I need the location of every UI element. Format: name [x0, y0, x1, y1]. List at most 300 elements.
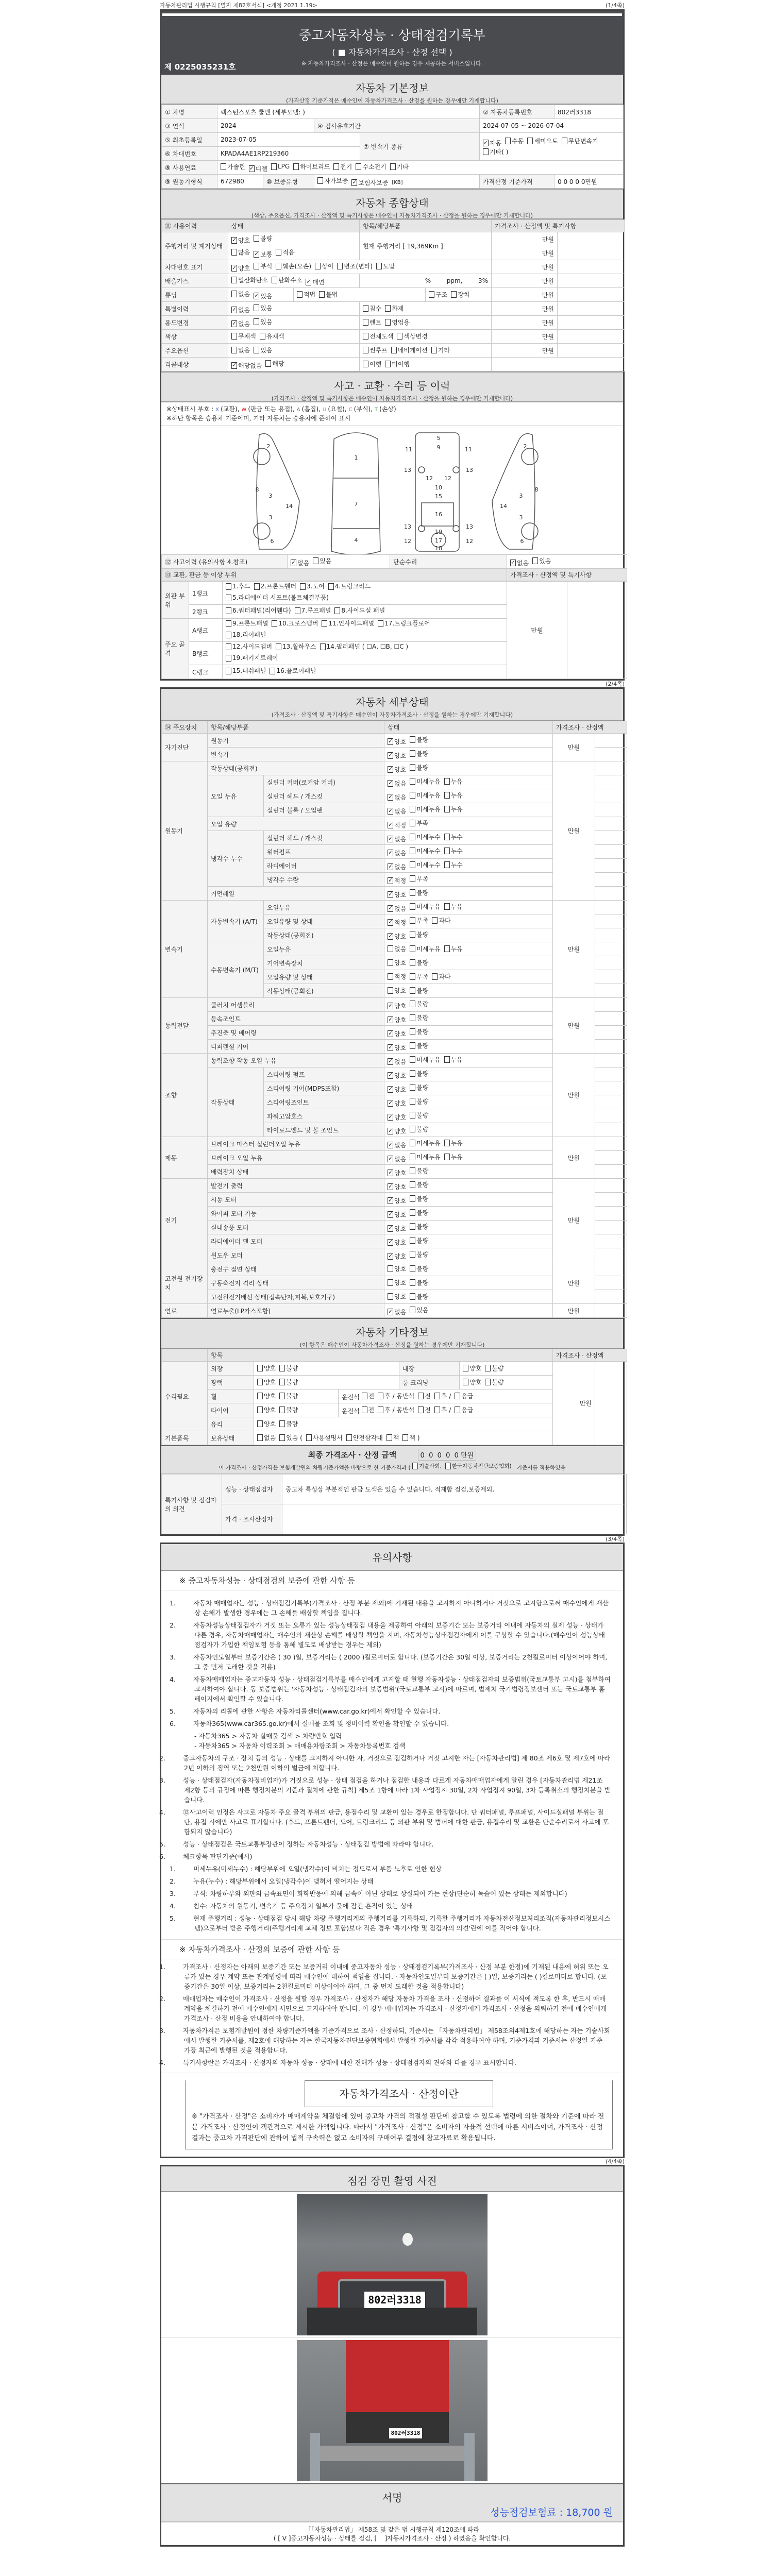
unchecked-box-icon[interactable]: [279, 1420, 285, 1427]
checked-box-icon[interactable]: ✓: [483, 139, 489, 146]
checked-box-icon[interactable]: ✓: [388, 1113, 393, 1120]
checked-box-icon[interactable]: ✓: [254, 292, 259, 299]
checkbox-option[interactable]: [231, 319, 250, 328]
checked-box-icon[interactable]: ✓: [388, 1099, 393, 1106]
checkbox-option[interactable]: [297, 290, 315, 299]
unchecked-box-icon[interactable]: [231, 333, 237, 340]
checked-box-icon[interactable]: ✓: [232, 236, 237, 243]
unchecked-box-icon[interactable]: [429, 291, 434, 298]
unchecked-box-icon[interactable]: [410, 778, 415, 785]
unchecked-box-icon[interactable]: [300, 583, 306, 590]
checkbox-option[interactable]: [249, 164, 267, 173]
unchecked-box-icon[interactable]: [410, 1042, 415, 1049]
unchecked-box-icon[interactable]: [279, 1434, 285, 1441]
unchecked-box-icon[interactable]: [410, 1209, 415, 1216]
unchecked-box-icon[interactable]: [410, 1084, 415, 1091]
checkbox-option[interactable]: [388, 876, 406, 885]
inspection-photo-front[interactable]: [297, 2194, 488, 2335]
checked-box-icon[interactable]: ✓: [291, 558, 296, 566]
unchecked-box-icon[interactable]: [306, 1434, 312, 1441]
checkbox-option[interactable]: [388, 737, 406, 746]
checkbox-option[interactable]: [388, 807, 406, 816]
checkbox-option[interactable]: [363, 346, 388, 354]
checkbox-option[interactable]: [257, 1378, 276, 1386]
unchecked-box-icon[interactable]: [378, 1406, 383, 1413]
checked-box-icon[interactable]: ✓: [388, 835, 393, 842]
unchecked-box-icon[interactable]: [385, 305, 391, 312]
checkbox-option[interactable]: [388, 1057, 406, 1066]
checkbox-option[interactable]: [388, 751, 406, 760]
unchecked-box-icon[interactable]: [257, 1365, 263, 1371]
unchecked-box-icon[interactable]: [410, 959, 415, 966]
checkbox-option[interactable]: [444, 805, 463, 814]
checked-box-icon[interactable]: ✓: [232, 306, 237, 313]
unchecked-box-icon[interactable]: [444, 903, 450, 910]
unchecked-box-icon[interactable]: [226, 668, 231, 674]
checkbox-option[interactable]: [333, 162, 352, 171]
checkbox-option[interactable]: [388, 1099, 406, 1108]
unchecked-box-icon[interactable]: [388, 1265, 393, 1272]
unchecked-box-icon[interactable]: [463, 1379, 468, 1385]
checkbox-option[interactable]: [388, 1196, 406, 1205]
checked-box-icon[interactable]: ✓: [232, 264, 237, 271]
unchecked-box-icon[interactable]: [410, 792, 415, 799]
unchecked-box-icon[interactable]: [231, 249, 237, 256]
unchecked-box-icon[interactable]: [388, 959, 393, 966]
unchecked-box-icon[interactable]: [410, 806, 415, 812]
part-checkbox[interactable]: [226, 582, 250, 591]
checkbox-option[interactable]: [444, 791, 463, 800]
checked-box-icon[interactable]: ✓: [232, 361, 237, 368]
checkbox-option[interactable]: [388, 1043, 406, 1052]
unchecked-box-icon[interactable]: [410, 1098, 415, 1105]
unchecked-box-icon[interactable]: [410, 1251, 415, 1258]
checkbox-option[interactable]: [410, 1194, 428, 1203]
checkbox-option[interactable]: [418, 1405, 431, 1414]
checkbox-option[interactable]: [434, 1405, 451, 1414]
checked-box-icon[interactable]: ✓: [388, 876, 393, 884]
checkbox-option[interactable]: [388, 904, 406, 913]
unchecked-box-icon[interactable]: [226, 655, 231, 662]
part-checkbox[interactable]: [226, 642, 272, 652]
checkbox-option[interactable]: [378, 1392, 414, 1400]
unchecked-box-icon[interactable]: [226, 643, 231, 650]
unchecked-box-icon[interactable]: [410, 931, 415, 938]
checkbox-option[interactable]: [306, 278, 324, 286]
part-checkbox[interactable]: [272, 619, 318, 629]
checkbox-option[interactable]: [410, 860, 440, 869]
unchecked-box-icon[interactable]: [410, 987, 415, 994]
checkbox-option[interactable]: [257, 1405, 276, 1414]
unchecked-box-icon[interactable]: [231, 277, 237, 283]
checkbox-option[interactable]: [388, 779, 406, 788]
unchecked-box-icon[interactable]: [410, 1307, 415, 1313]
checkbox-option[interactable]: [279, 1433, 303, 1442]
checked-box-icon[interactable]: ✓: [254, 250, 259, 257]
checkbox-option[interactable]: [363, 332, 393, 341]
checkbox-option[interactable]: [388, 1210, 406, 1219]
checkbox-option[interactable]: [385, 360, 410, 368]
checkbox-option[interactable]: [385, 318, 410, 327]
unchecked-box-icon[interactable]: [313, 557, 318, 564]
checkbox-option[interactable]: [388, 862, 406, 871]
unchecked-box-icon[interactable]: [410, 764, 415, 771]
unchecked-box-icon[interactable]: [257, 1434, 263, 1441]
unchecked-box-icon[interactable]: [257, 1406, 263, 1413]
unchecked-box-icon[interactable]: [410, 1293, 415, 1300]
checkbox-option[interactable]: [388, 1278, 406, 1287]
unchecked-box-icon[interactable]: [410, 1181, 415, 1188]
checkbox-option[interactable]: [231, 236, 250, 245]
checkbox-option[interactable]: [363, 318, 381, 327]
checkbox-option[interactable]: [444, 944, 463, 953]
unchecked-box-icon[interactable]: [410, 1167, 415, 1174]
checkbox-option[interactable]: [410, 1041, 428, 1050]
checkbox-option[interactable]: [362, 1405, 375, 1414]
unchecked-box-icon[interactable]: [257, 1420, 263, 1427]
unchecked-box-icon[interactable]: [444, 861, 450, 868]
part-checkbox[interactable]: [378, 619, 430, 629]
unchecked-box-icon[interactable]: [388, 973, 393, 980]
unchecked-box-icon[interactable]: [402, 1434, 408, 1441]
checked-box-icon[interactable]: ✓: [388, 737, 393, 744]
part-checkbox[interactable]: [226, 653, 278, 663]
unchecked-box-icon[interactable]: [317, 177, 323, 184]
unchecked-box-icon[interactable]: [254, 235, 259, 242]
checkbox-option[interactable]: [444, 1139, 463, 1147]
unchecked-box-icon[interactable]: [463, 1365, 468, 1371]
checked-box-icon[interactable]: ✓: [388, 765, 393, 772]
checkbox-option[interactable]: [485, 1378, 503, 1386]
checkbox-option[interactable]: [388, 765, 406, 774]
checkbox-option[interactable]: [388, 1141, 406, 1149]
checkbox-option[interactable]: [260, 332, 284, 341]
checkbox-option[interactable]: [391, 346, 428, 354]
checkbox-option[interactable]: [410, 846, 440, 855]
unchecked-box-icon[interactable]: [391, 347, 397, 353]
unchecked-box-icon[interactable]: [254, 304, 259, 311]
checkbox-option[interactable]: [279, 1392, 298, 1400]
unchecked-box-icon[interactable]: [410, 736, 415, 743]
unchecked-box-icon[interactable]: [444, 1154, 450, 1160]
checked-box-icon[interactable]: ✓: [388, 849, 393, 856]
checkbox-option[interactable]: [276, 262, 311, 270]
unchecked-box-icon[interactable]: [346, 1434, 352, 1441]
unchecked-box-icon[interactable]: [279, 1365, 285, 1371]
unchecked-box-icon[interactable]: [363, 347, 368, 353]
unchecked-box-icon[interactable]: [272, 620, 277, 627]
unchecked-box-icon[interactable]: [410, 1265, 415, 1272]
checkbox-option[interactable]: [418, 1392, 431, 1400]
checkbox-option[interactable]: [254, 250, 272, 259]
unchecked-box-icon[interactable]: [432, 917, 438, 924]
checkbox-option[interactable]: [319, 290, 338, 299]
unchecked-box-icon[interactable]: [254, 318, 259, 325]
checkbox-option[interactable]: [483, 139, 501, 147]
checked-box-icon[interactable]: ✓: [232, 319, 237, 327]
checkbox-option[interactable]: [257, 1433, 276, 1442]
unchecked-box-icon[interactable]: [410, 1140, 415, 1146]
unchecked-box-icon[interactable]: [363, 305, 368, 312]
checkbox-option[interactable]: [388, 1155, 406, 1163]
checkbox-option[interactable]: [388, 1308, 406, 1316]
unchecked-box-icon[interactable]: [388, 1293, 393, 1300]
checkbox-option[interactable]: [315, 262, 333, 270]
unchecked-box-icon[interactable]: [455, 1393, 460, 1399]
unchecked-box-icon[interactable]: [265, 360, 271, 367]
checkbox-option[interactable]: [346, 1433, 383, 1442]
checkbox-option[interactable]: [410, 833, 440, 841]
unchecked-box-icon[interactable]: [410, 875, 415, 882]
checkbox-option[interactable]: [410, 819, 428, 827]
checkbox-option[interactable]: [410, 1208, 428, 1217]
checkbox-option[interactable]: [410, 1180, 428, 1189]
unchecked-box-icon[interactable]: [322, 620, 327, 627]
checkbox-option[interactable]: [412, 1462, 442, 1470]
checkbox-option[interactable]: [388, 986, 406, 995]
checkbox-option[interactable]: [410, 1236, 428, 1245]
checkbox-option[interactable]: [410, 916, 428, 925]
checkbox-option[interactable]: [410, 1013, 428, 1022]
checked-box-icon[interactable]: ✓: [388, 1196, 393, 1204]
unchecked-box-icon[interactable]: [410, 848, 415, 854]
checked-box-icon[interactable]: ✓: [388, 807, 393, 814]
checkbox-option[interactable]: [410, 874, 428, 883]
checkbox-option[interactable]: [410, 972, 428, 981]
part-checkbox[interactable]: [328, 582, 371, 591]
checkbox-option[interactable]: [410, 791, 440, 800]
unchecked-box-icon[interactable]: [397, 333, 402, 340]
unchecked-box-icon[interactable]: [272, 277, 277, 283]
checked-box-icon[interactable]: ✓: [352, 178, 357, 185]
unchecked-box-icon[interactable]: [276, 249, 281, 256]
checkbox-option[interactable]: [410, 944, 440, 953]
unchecked-box-icon[interactable]: [276, 263, 281, 269]
checkbox-option[interactable]: [388, 1264, 406, 1273]
checkbox-option[interactable]: [388, 1015, 406, 1024]
checked-box-icon[interactable]: ✓: [388, 779, 393, 786]
unchecked-box-icon[interactable]: [378, 620, 383, 627]
checkbox-option[interactable]: [445, 1462, 512, 1470]
unchecked-box-icon[interactable]: [334, 607, 340, 614]
unchecked-box-icon[interactable]: [410, 1154, 415, 1160]
part-checkbox[interactable]: [295, 606, 331, 616]
checkbox-option[interactable]: [388, 958, 406, 967]
unchecked-box-icon[interactable]: [254, 263, 259, 269]
part-checkbox[interactable]: [300, 582, 325, 591]
checkbox-option[interactable]: [390, 162, 409, 171]
checkbox-option[interactable]: [276, 248, 294, 257]
checkbox-option[interactable]: [410, 1250, 428, 1259]
checkbox-option[interactable]: [444, 1153, 463, 1161]
checkbox-option[interactable]: [510, 558, 529, 567]
checked-box-icon[interactable]: ✓: [388, 932, 393, 939]
checkbox-option[interactable]: [410, 1097, 428, 1106]
unchecked-box-icon[interactable]: [226, 607, 231, 614]
unchecked-box-icon[interactable]: [444, 834, 450, 840]
checkbox-option[interactable]: [388, 1029, 406, 1038]
checkbox-option[interactable]: [388, 932, 406, 941]
checkbox-option[interactable]: [455, 1392, 473, 1400]
checkbox-option[interactable]: [444, 833, 463, 841]
unchecked-box-icon[interactable]: [455, 1406, 460, 1413]
checkbox-option[interactable]: [386, 1433, 399, 1442]
unchecked-box-icon[interactable]: [444, 1140, 450, 1146]
checked-box-icon[interactable]: ✓: [388, 1071, 393, 1078]
unchecked-box-icon[interactable]: [279, 1379, 285, 1385]
checkbox-option[interactable]: [410, 1139, 440, 1147]
checkbox-option[interactable]: [388, 1292, 406, 1301]
unchecked-box-icon[interactable]: [444, 806, 450, 812]
unchecked-box-icon[interactable]: [226, 620, 231, 627]
checkbox-option[interactable]: [444, 902, 463, 911]
checkbox-option[interactable]: [397, 332, 427, 341]
checkbox-option[interactable]: [388, 821, 406, 829]
unchecked-box-icon[interactable]: [410, 1112, 415, 1118]
checked-box-icon[interactable]: ✓: [388, 1238, 393, 1245]
unchecked-box-icon[interactable]: [418, 1406, 424, 1413]
checked-box-icon[interactable]: ✓: [306, 278, 311, 285]
checkbox-option[interactable]: [431, 346, 450, 354]
unchecked-box-icon[interactable]: [410, 750, 415, 757]
unchecked-box-icon[interactable]: [410, 820, 415, 826]
checkbox-option[interactable]: [444, 860, 463, 869]
unchecked-box-icon[interactable]: [444, 778, 450, 785]
unchecked-box-icon[interactable]: [315, 263, 321, 269]
checkbox-option[interactable]: [410, 1083, 428, 1092]
checkbox-option[interactable]: [562, 137, 598, 145]
part-checkbox[interactable]: [226, 606, 291, 616]
checkbox-option[interactable]: [451, 290, 469, 299]
checkbox-option[interactable]: [279, 1405, 298, 1414]
unchecked-box-icon[interactable]: [390, 163, 396, 170]
unchecked-box-icon[interactable]: [527, 138, 533, 144]
checkbox-option[interactable]: [306, 1433, 343, 1442]
unchecked-box-icon[interactable]: [410, 834, 415, 840]
unchecked-box-icon[interactable]: [226, 632, 231, 638]
unchecked-box-icon[interactable]: [410, 1195, 415, 1202]
part-checkbox[interactable]: [320, 642, 409, 652]
checkbox-option[interactable]: [388, 890, 406, 899]
checkbox-option[interactable]: [254, 292, 272, 300]
unchecked-box-icon[interactable]: [337, 263, 343, 269]
checkbox-option[interactable]: [388, 1071, 406, 1080]
part-checkbox[interactable]: [254, 582, 296, 591]
checked-box-icon[interactable]: ✓: [388, 904, 393, 911]
checkbox-option[interactable]: [231, 306, 250, 314]
part-checkbox[interactable]: [226, 630, 266, 640]
checkbox-option[interactable]: [388, 1127, 406, 1136]
unchecked-box-icon[interactable]: [363, 319, 368, 326]
unchecked-box-icon[interactable]: [385, 361, 391, 367]
checkbox-option[interactable]: [313, 556, 331, 565]
checkbox-option[interactable]: [231, 346, 250, 354]
unchecked-box-icon[interactable]: [418, 1393, 424, 1399]
unchecked-box-icon[interactable]: [279, 1393, 285, 1399]
unchecked-box-icon[interactable]: [376, 263, 382, 269]
unchecked-box-icon[interactable]: [333, 163, 339, 170]
checkbox-option[interactable]: [257, 1419, 276, 1428]
checkbox-option[interactable]: [356, 162, 386, 171]
unchecked-box-icon[interactable]: [444, 1056, 450, 1063]
unchecked-box-icon[interactable]: [434, 1393, 440, 1399]
unchecked-box-icon[interactable]: [451, 291, 457, 298]
checked-box-icon[interactable]: ✓: [388, 821, 393, 828]
unchecked-box-icon[interactable]: [434, 1406, 440, 1413]
checkbox-option[interactable]: [388, 1085, 406, 1094]
checkbox-option[interactable]: [351, 178, 388, 187]
checkbox-option[interactable]: [254, 346, 272, 354]
checked-box-icon[interactable]: ✓: [388, 1182, 393, 1190]
part-checkbox[interactable]: [226, 666, 266, 676]
unchecked-box-icon[interactable]: [505, 138, 511, 144]
checkbox-option[interactable]: [402, 1433, 419, 1442]
checked-box-icon[interactable]: ✓: [388, 1252, 393, 1259]
checkbox-option[interactable]: [265, 359, 284, 368]
checkbox-option[interactable]: [444, 777, 463, 786]
unchecked-box-icon[interactable]: [410, 1237, 415, 1244]
checkbox-option[interactable]: [221, 162, 245, 171]
unchecked-box-icon[interactable]: [410, 889, 415, 896]
unchecked-box-icon[interactable]: [388, 987, 393, 994]
checkbox-option[interactable]: [410, 735, 428, 744]
checked-box-icon[interactable]: ✓: [388, 1168, 393, 1176]
checkbox-option[interactable]: [483, 147, 508, 156]
checked-box-icon[interactable]: ✓: [388, 862, 393, 870]
part-checkbox[interactable]: [334, 606, 385, 616]
checked-box-icon[interactable]: ✓: [388, 1043, 393, 1050]
checked-box-icon[interactable]: ✓: [388, 890, 393, 897]
checkbox-option[interactable]: [388, 849, 406, 857]
checkbox-option[interactable]: [272, 276, 302, 284]
checkbox-option[interactable]: [388, 1113, 406, 1122]
checkbox-option[interactable]: [385, 304, 404, 313]
checkbox-option[interactable]: [231, 332, 256, 341]
unchecked-box-icon[interactable]: [385, 319, 391, 326]
checkbox-option[interactable]: [254, 262, 272, 270]
unchecked-box-icon[interactable]: [279, 1406, 285, 1413]
checkbox-option[interactable]: [444, 1055, 463, 1064]
checkbox-option[interactable]: [410, 1166, 428, 1175]
checkbox-option[interactable]: [293, 162, 330, 171]
unchecked-box-icon[interactable]: [319, 291, 325, 298]
unchecked-box-icon[interactable]: [226, 595, 231, 601]
checkbox-option[interactable]: [410, 1278, 428, 1287]
part-checkbox[interactable]: [270, 666, 316, 676]
unchecked-box-icon[interactable]: [320, 643, 326, 650]
checkbox-option[interactable]: [388, 1182, 406, 1191]
checkbox-option[interactable]: [410, 749, 428, 758]
checkbox-option[interactable]: [410, 930, 428, 939]
checkbox-option[interactable]: [432, 916, 450, 925]
unchecked-box-icon[interactable]: [483, 148, 489, 155]
checked-box-icon[interactable]: ✓: [388, 1155, 393, 1162]
checkbox-option[interactable]: [376, 262, 395, 270]
unchecked-box-icon[interactable]: [257, 1379, 263, 1385]
checkbox-option[interactable]: [337, 262, 373, 270]
checkbox-option[interactable]: [271, 163, 290, 170]
unchecked-box-icon[interactable]: [445, 1463, 451, 1469]
checkbox-option[interactable]: [410, 1069, 428, 1078]
unchecked-box-icon[interactable]: [444, 848, 450, 854]
checkbox-option[interactable]: [410, 763, 428, 772]
checkbox-option[interactable]: [254, 317, 272, 326]
checkbox-option[interactable]: [429, 290, 447, 299]
checkbox-option[interactable]: [455, 1405, 473, 1414]
unchecked-box-icon[interactable]: [226, 583, 231, 590]
checkbox-option[interactable]: [388, 972, 406, 981]
checkbox-option[interactable]: [432, 972, 450, 981]
